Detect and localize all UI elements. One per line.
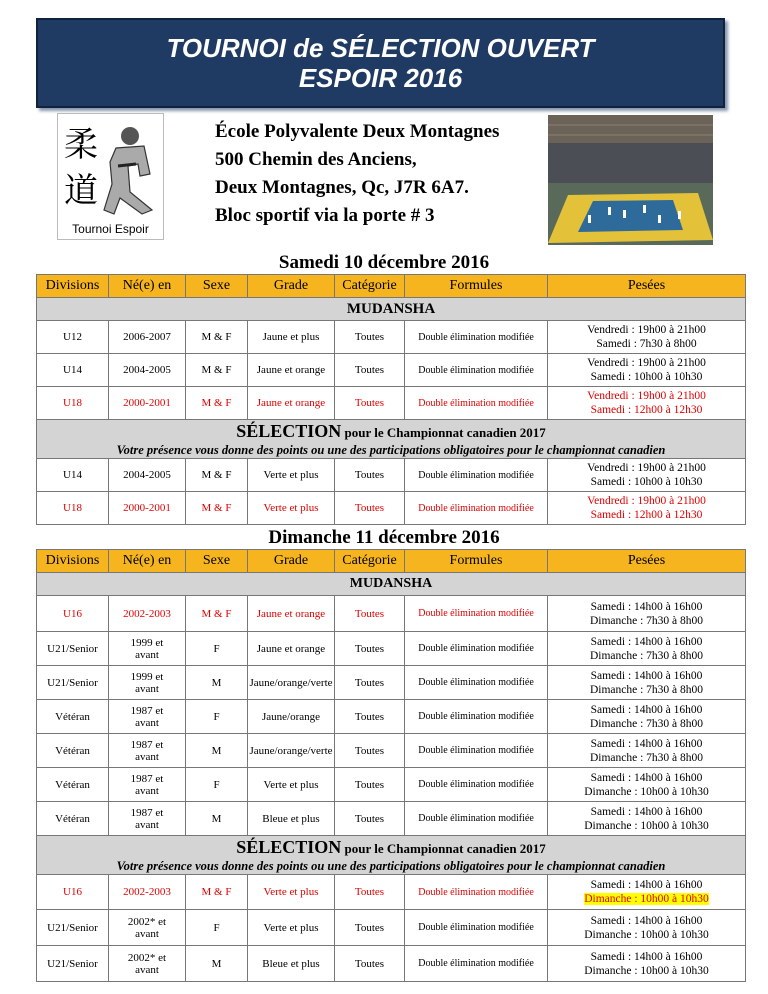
division-cell: U14 (37, 459, 109, 492)
formula-cell: Double élimination modifiée (405, 387, 548, 420)
logo-caption: Tournoi Espoir (72, 222, 149, 236)
gymnasium-photo (548, 115, 713, 245)
formula-cell: Double élimination modifiée (405, 596, 548, 632)
address-line: Deux Montagnes, Qc, J7R 6A7. (215, 177, 469, 198)
category-cell: Toutes (335, 946, 405, 982)
weigh-in-cell (548, 666, 746, 700)
born-line: avant (135, 648, 159, 661)
grade-cell: Jaune et plus (248, 321, 335, 354)
born-cell (109, 910, 186, 946)
grade-cell: Jaune et orange (248, 632, 335, 666)
weigh-in-line: Vendredi : 19h00 à 21h00 (587, 324, 706, 336)
born-cell: 2002-2003 (109, 875, 186, 910)
sex-cell: F (186, 910, 248, 946)
table-row (37, 666, 746, 700)
category-cell: Toutes (335, 734, 405, 768)
table-row (37, 596, 746, 632)
division-cell: U12 (37, 321, 109, 354)
selection-rest: pour le Championnat canadien 2017 (341, 840, 546, 856)
born-line: avant (135, 927, 159, 940)
address-line: Bloc sportif via la porte # 3 (215, 205, 435, 226)
weigh-in-line: Samedi : 12h00 à 12h30 (590, 509, 703, 521)
weigh-in-line: Samedi : 14h00 à 16h00 (590, 950, 703, 963)
formula-cell: Double élimination modifiée (405, 802, 548, 836)
table-row (37, 700, 746, 734)
weigh-in-cell (548, 768, 746, 802)
born-cell (109, 666, 186, 700)
weigh-in-cell (548, 387, 746, 420)
formula-cell: Double élimination modifiée (405, 321, 548, 354)
division-cell: U18 (37, 387, 109, 420)
weigh-in-line: Samedi : 14h00 à 16h00 (590, 635, 703, 648)
category-cell: Toutes (335, 354, 405, 387)
weigh-in-cell (548, 802, 746, 836)
weigh-in-cell (548, 354, 746, 387)
weigh-in-line: Vendredi : 19h00 à 21h00 (587, 495, 706, 507)
born-line: 2002* et (127, 915, 167, 928)
born-line: avant (135, 716, 159, 729)
formula-cell: Double élimination modifiée (405, 666, 548, 700)
weigh-in-line: Samedi : 14h00 à 16h00 (590, 703, 703, 716)
tournament-logo (57, 113, 164, 240)
judoka-logo-image (58, 114, 163, 219)
born-line: avant (135, 682, 159, 695)
header-formulas: Formules (405, 550, 548, 573)
category-cell: Toutes (335, 596, 405, 632)
born-cell (109, 700, 186, 734)
saturday-title: Samedi 10 décembre 2016 (278, 252, 490, 273)
formula-cell: Double élimination modifiée (405, 768, 548, 802)
sex-cell: M (186, 946, 248, 982)
weigh-in-cell (548, 321, 746, 354)
division-cell: U21/Senior (37, 632, 109, 666)
weigh-in-line: Dimanche : 7h30 à 8h00 (589, 649, 704, 662)
weigh-in-cell (548, 910, 746, 946)
address-line: 500 Chemin des Anciens, (215, 149, 417, 170)
table-header-row (37, 550, 746, 573)
born-line: 1999 et (130, 636, 164, 649)
grade-cell: Verte et plus (248, 910, 335, 946)
saturday-table (36, 274, 746, 525)
formula-cell: Double élimination modifiée (405, 632, 548, 666)
header-sex: Sexe (186, 550, 248, 573)
weigh-in-line: Samedi : 7h30 à 8h00 (596, 338, 697, 350)
header-divisions: Divisions (37, 550, 109, 573)
born-cell (109, 802, 186, 836)
selection-band-row (37, 420, 746, 459)
category-cell: Toutes (335, 321, 405, 354)
selection-rest: pour le Championnat canadien 2017 (341, 424, 546, 440)
highlighted-weigh-in: Dimanche : 10h00 à 10h30 (584, 893, 709, 905)
selection-main: SÉLECTION (236, 420, 342, 441)
title-line-2: ESPOIR 2016 (298, 63, 463, 93)
header-born: Né(e) en (109, 275, 186, 298)
weigh-in-cell (548, 946, 746, 982)
sex-cell: M (186, 802, 248, 836)
header-born: Né(e) en (109, 550, 186, 573)
formula-cell: Double élimination modifiée (405, 492, 548, 525)
weigh-in-cell (548, 700, 746, 734)
sex-cell: M (186, 666, 248, 700)
grade-cell: Verte et plus (248, 768, 335, 802)
born-cell: 2006-2007 (109, 321, 186, 354)
grade-cell: Jaune et orange (248, 387, 335, 420)
weigh-in-line: Dimanche : 10h00 à 10h30 (584, 964, 709, 977)
address-line: École Polyvalente Deux Montagnes (215, 121, 500, 142)
division-cell: U21/Senior (37, 910, 109, 946)
weigh-in-line: Dimanche : 7h30 à 8h00 (589, 614, 704, 627)
formula-cell: Double élimination modifiée (405, 946, 548, 982)
category-cell: Toutes (335, 910, 405, 946)
born-cell: 2004-2005 (109, 459, 186, 492)
weigh-in-cell (548, 632, 746, 666)
division-cell: U16 (37, 875, 109, 910)
header-sex: Sexe (186, 275, 248, 298)
header-category: Catégorie (335, 275, 405, 298)
weigh-in-line: Samedi : 14h00 à 16h00 (590, 805, 703, 818)
table-row (37, 802, 746, 836)
born-cell: 2004-2005 (109, 354, 186, 387)
table-row (37, 632, 746, 666)
title-line-1: TOURNOI de SÉLECTION OUVERT (166, 33, 595, 63)
weigh-in-line: Samedi : 14h00 à 16h00 (590, 914, 703, 927)
sex-cell: M & F (186, 321, 248, 354)
sex-cell: M & F (186, 387, 248, 420)
header-formulas: Formules (405, 275, 548, 298)
formula-cell: Double élimination modifiée (405, 459, 548, 492)
category-cell: Toutes (335, 700, 405, 734)
grade-cell: Verte et plus (248, 492, 335, 525)
header-weigh-ins: Pesées (548, 550, 746, 573)
logo-kanji-2: 道 (64, 171, 98, 211)
logo-kanji-1: 柔 (64, 125, 98, 165)
table-row (37, 459, 746, 492)
born-line: 1999 et (130, 670, 164, 683)
header-category: Catégorie (335, 550, 405, 573)
division-cell: Vétéran (37, 734, 109, 768)
table-row (37, 354, 746, 387)
division-cell: U18 (37, 492, 109, 525)
mudansha-band: MUDANSHA (37, 573, 746, 596)
grade-cell: Jaune et orange (248, 596, 335, 632)
born-cell: 2000-2001 (109, 387, 186, 420)
born-line: avant (135, 784, 159, 797)
weigh-in-line: Vendredi : 19h00 à 21h00 (587, 357, 706, 369)
weigh-in-line: Vendredi : 19h00 à 21h00 (587, 390, 706, 402)
division-cell: U21/Senior (37, 666, 109, 700)
weigh-in-line: Samedi : 14h00 à 16h00 (590, 669, 703, 682)
weigh-in-line: Dimanche : 10h00 à 10h30 (584, 819, 709, 832)
born-line: avant (135, 963, 159, 976)
table-row (37, 768, 746, 802)
category-cell: Toutes (335, 459, 405, 492)
sex-cell: F (186, 700, 248, 734)
born-line: 1987 et (130, 738, 164, 751)
selection-main: SÉLECTION (236, 836, 342, 857)
sunday-title: Dimanche 11 décembre 2016 (268, 527, 500, 548)
formula-cell: Double élimination modifiée (405, 354, 548, 387)
weigh-in-line: Dimanche : 7h30 à 8h00 (589, 683, 704, 696)
header-grade: Grade (248, 550, 335, 573)
table-row (37, 734, 746, 768)
sex-cell: F (186, 768, 248, 802)
weigh-in-line: Dimanche : 10h00 à 10h30 (584, 785, 709, 798)
selection-band-row (37, 836, 746, 875)
category-cell: Toutes (335, 492, 405, 525)
formula-cell: Double élimination modifiée (405, 734, 548, 768)
sunday-table (36, 549, 746, 982)
formula-cell: Double élimination modifiée (405, 910, 548, 946)
grade-cell: Bleue et plus (248, 946, 335, 982)
grade-cell: Jaune et orange (248, 354, 335, 387)
weigh-in-line: Samedi : 12h00 à 12h30 (590, 404, 703, 416)
table-row (37, 492, 746, 525)
sex-cell: M & F (186, 492, 248, 525)
header-weigh-ins: Pesées (548, 275, 746, 298)
sex-cell: M & F (186, 875, 248, 910)
weigh-in-line: Dimanche : 10h00 à 10h30 (584, 928, 709, 941)
sex-cell: F (186, 632, 248, 666)
category-cell: Toutes (335, 802, 405, 836)
weigh-in-cell (548, 459, 746, 492)
born-cell (109, 734, 186, 768)
selection-heading (37, 421, 745, 443)
born-line: 1987 et (130, 704, 164, 717)
weigh-in-line: Samedi : 14h00 à 16h00 (590, 737, 703, 750)
category-cell: Toutes (335, 875, 405, 910)
division-cell: U14 (37, 354, 109, 387)
weigh-in-line: Dimanche : 7h30 à 8h00 (589, 717, 704, 730)
born-line: avant (135, 750, 159, 763)
sex-cell: M (186, 734, 248, 768)
born-line: 2002* et (127, 951, 167, 964)
born-cell (109, 632, 186, 666)
born-cell: 2002-2003 (109, 596, 186, 632)
table-row (37, 910, 746, 946)
grade-cell: Jaune/orange (248, 700, 335, 734)
sex-cell: M & F (186, 596, 248, 632)
born-line: 1987 et (130, 806, 164, 819)
born-cell: 2000-2001 (109, 492, 186, 525)
sex-cell: M & F (186, 354, 248, 387)
category-cell: Toutes (335, 666, 405, 700)
formula-cell: Double élimination modifiée (405, 700, 548, 734)
weigh-in-cell (548, 875, 746, 910)
weigh-in-cell (548, 734, 746, 768)
mudansha-band: MUDANSHA (37, 298, 746, 321)
table-row (37, 387, 746, 420)
grade-cell: Verte et plus (248, 875, 335, 910)
weigh-in-line: Samedi : 10h00 à 10h30 (590, 476, 703, 488)
division-cell: U21/Senior (37, 946, 109, 982)
title-banner (36, 18, 725, 108)
division-cell: U16 (37, 596, 109, 632)
selection-heading (37, 837, 745, 859)
sex-cell: M & F (186, 459, 248, 492)
grade-cell: Verte et plus (248, 459, 335, 492)
category-cell: Toutes (335, 387, 405, 420)
formula-cell: Double élimination modifiée (405, 875, 548, 910)
weigh-in-line: Samedi : 14h00 à 16h00 (590, 600, 703, 613)
weigh-in-cell (548, 596, 746, 632)
weigh-in-line-highlighted (548, 892, 745, 906)
division-cell: Vétéran (37, 700, 109, 734)
weigh-in-line: Samedi : 14h00 à 16h00 (590, 771, 703, 784)
table-row (37, 875, 746, 910)
weigh-in-cell (548, 492, 746, 525)
venue-address (215, 118, 499, 230)
grade-cell: Bleue et plus (248, 802, 335, 836)
weigh-in-line: Vendredi : 19h00 à 21h00 (587, 462, 706, 474)
table-row (37, 946, 746, 982)
born-cell (109, 768, 186, 802)
grade-cell: Jaune/orange/verte (248, 666, 335, 700)
category-cell: Toutes (335, 632, 405, 666)
selection-note: Votre présence vous donne des points ou une des participations obligatoires pour le championnat canadien (116, 858, 666, 873)
born-line: avant (135, 818, 159, 831)
header-divisions: Divisions (37, 275, 109, 298)
selection-note: Votre présence vous donne des points ou une des participations obligatoires pour le championnat canadien (116, 442, 666, 457)
division-cell: Vétéran (37, 768, 109, 802)
born-cell (109, 946, 186, 982)
weigh-in-line: Samedi : 14h00 à 16h00 (590, 879, 703, 891)
grade-cell: Jaune/orange/verte (248, 734, 335, 768)
weigh-in-line: Dimanche : 7h30 à 8h00 (589, 751, 704, 764)
category-cell: Toutes (335, 768, 405, 802)
header-grade: Grade (248, 275, 335, 298)
division-cell: Vétéran (37, 802, 109, 836)
weigh-in-line: Samedi : 10h00 à 10h30 (590, 371, 703, 383)
table-header-row (37, 275, 746, 298)
table-row (37, 321, 746, 354)
born-line: 1987 et (130, 772, 164, 785)
